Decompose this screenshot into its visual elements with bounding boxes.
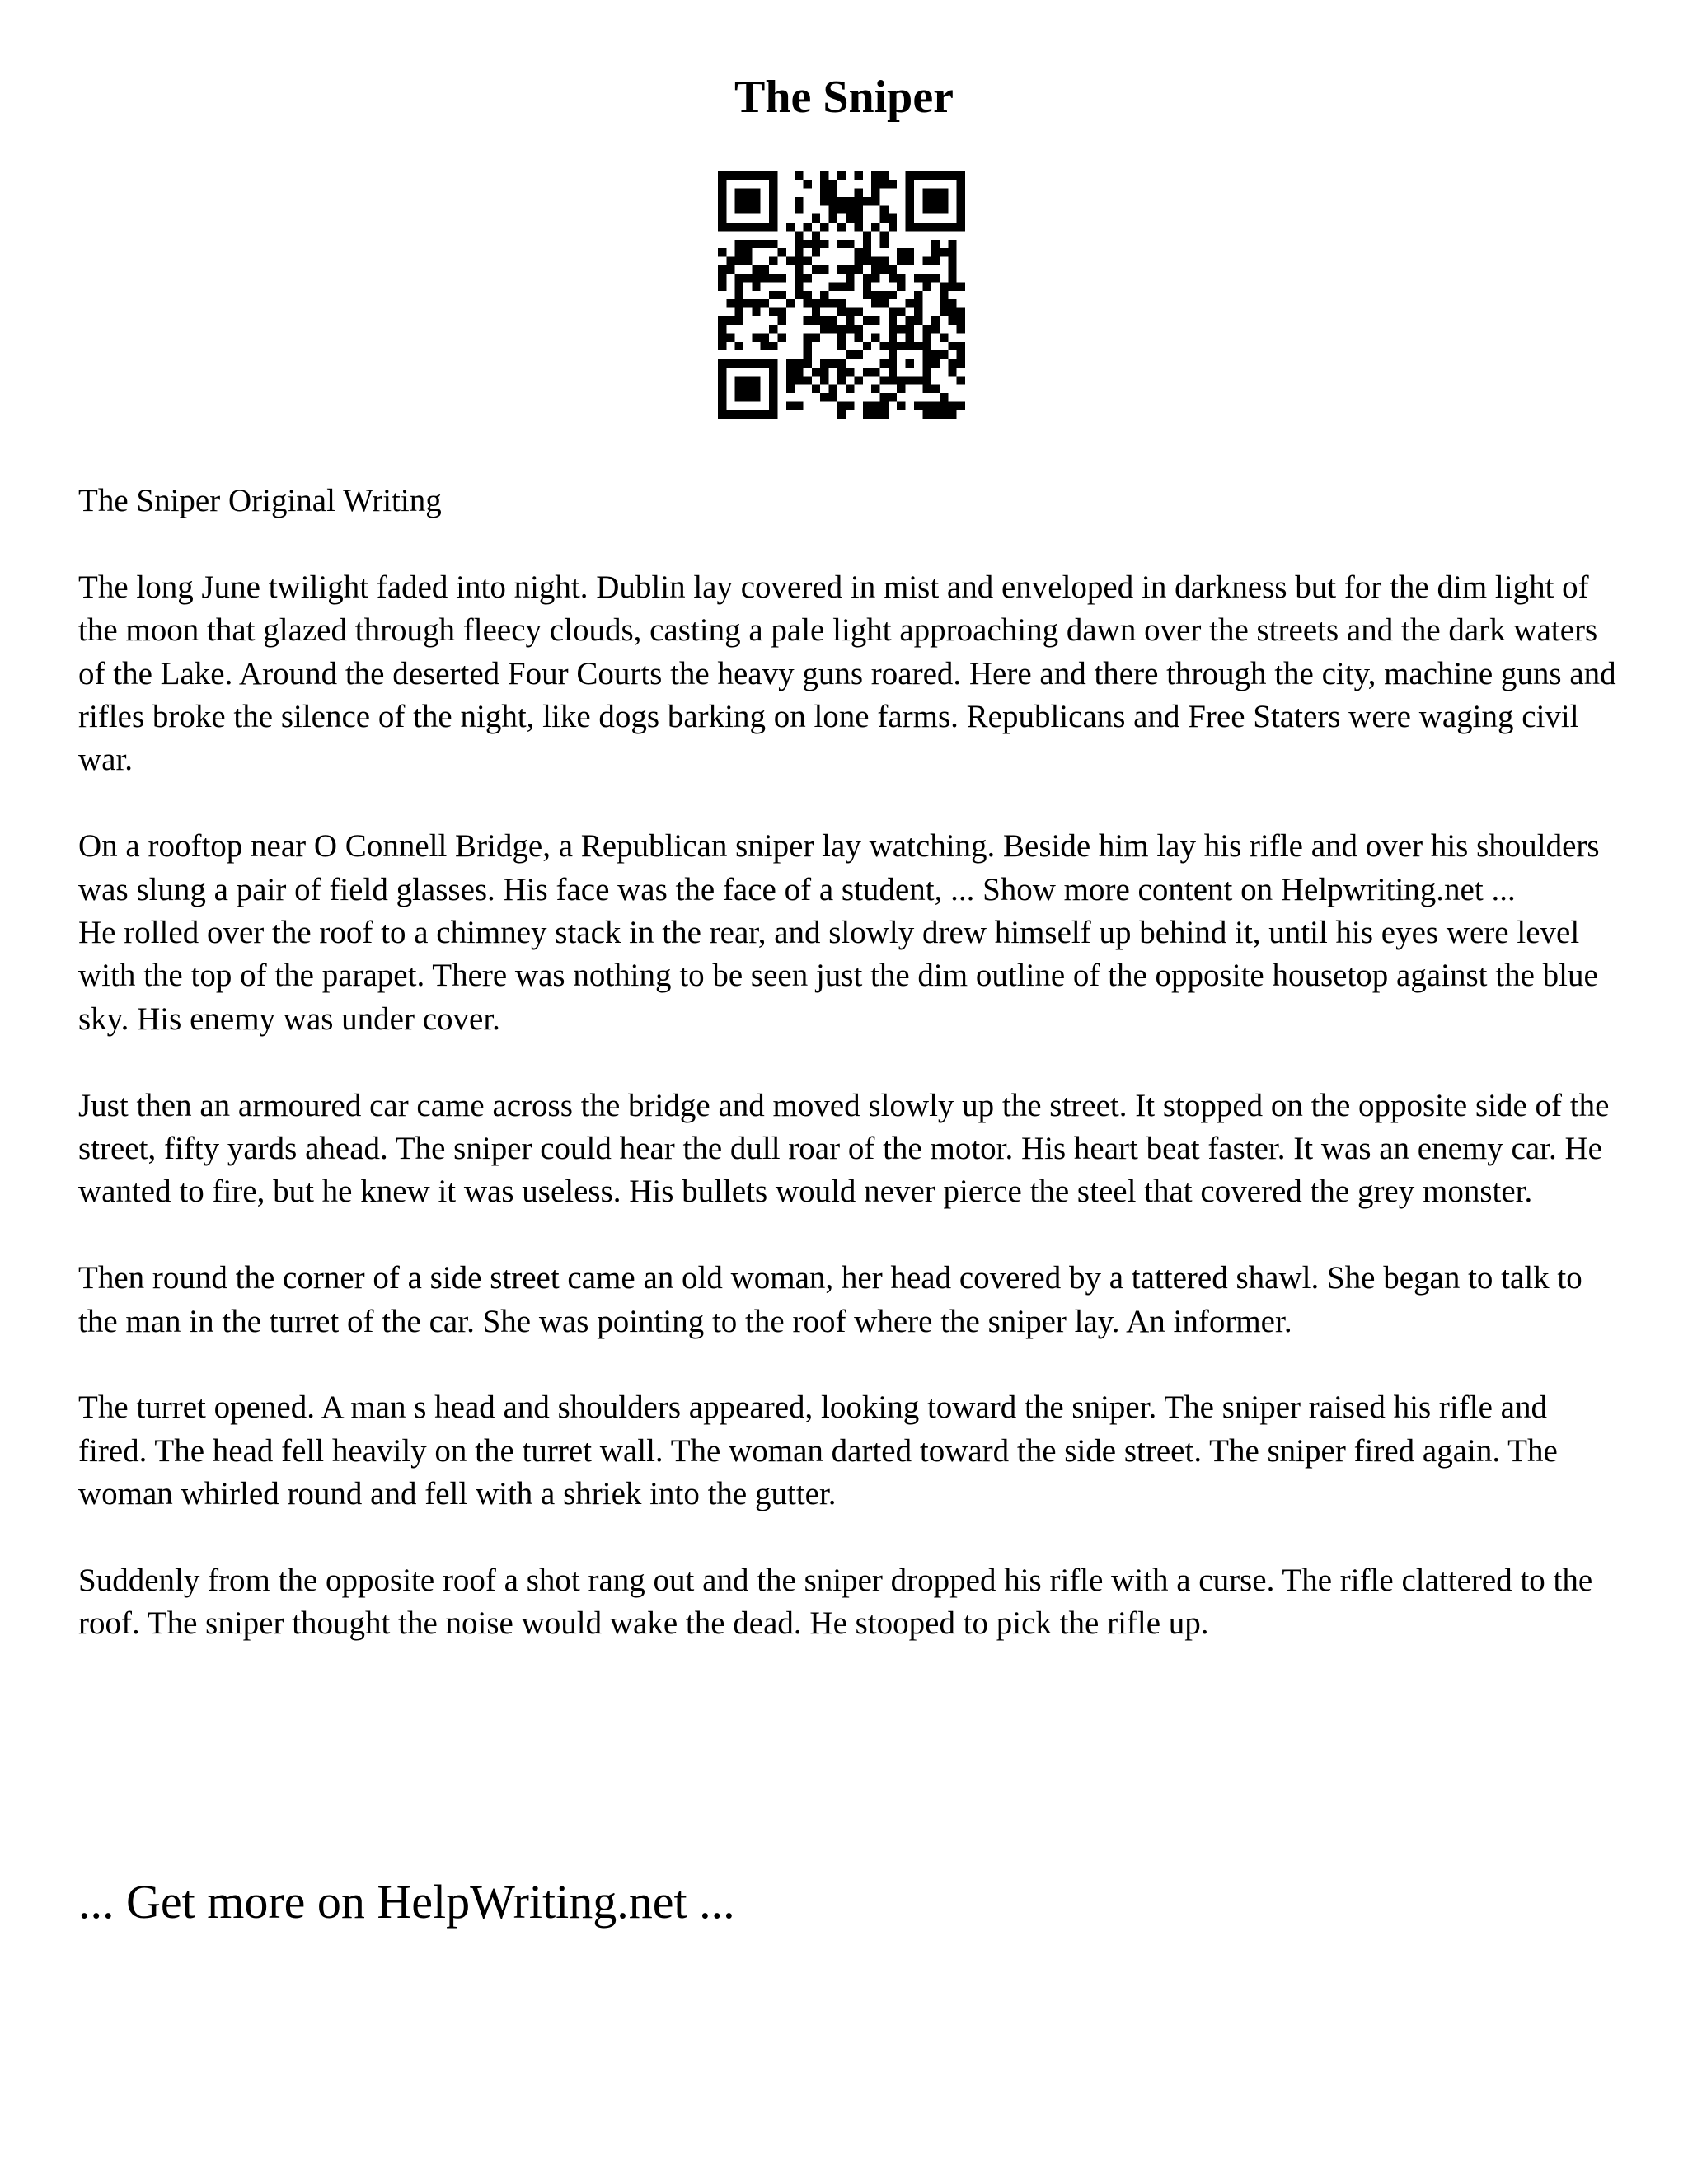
paragraph: The long June twilight faded into night. Dublin lay covered in mist and enveloped in darkness but for the dim light of the moon that glazed through fleecy clouds, casting a pale light approaching dawn over the streets and the dark waters of the Lake. Around the deserted Four Courts the heavy guns roared. Here and there through the city, machine guns and rifles broke the silence of the night, like dogs barking on lone farms. Republicans and Free Staters were waging civil war. — [78, 569, 1616, 778]
article-subtitle: The Sniper Original Writing — [78, 483, 442, 518]
qr-code[interactable] — [718, 171, 965, 419]
get-more-link[interactable]: ... Get more on HelpWriting.net ... — [78, 1875, 735, 1929]
paragraph: On a rooftop near O Connell Bridge, a Republican sniper lay watching. Beside him lay his rifle and over his shoulders was slung a pair of field glasses. His face was the face of a student, ... Show more content on Helpwriting.net ... — [78, 828, 1600, 907]
article-body — [78, 480, 1620, 1646]
paragraph: Suddenly from the opposite roof a shot rang out and the sniper dropped his rifle with a curse. The rifle clattered to the roof. The sniper thought the noise would wake the dead. He stooped to pick the rifle up. — [78, 1563, 1593, 1642]
paragraph-spacer — [78, 1516, 1620, 1559]
page-title: The Sniper — [734, 71, 954, 123]
paragraph: He rolled over the roof to a chimney stack in the rear, and slowly drew himself up behind it, until his eyes were level with the top of the parapet. There was nothing to be seen just the dim outline of the opposite housetop against the blue sky. His enemy was under cover. — [78, 915, 1598, 1037]
paragraph: Just then an armoured car came across the bridge and moved slowly up the street. It stopped on the opposite side of the street, fifty yards ahead. The sniper could hear the dull roar of the motor. His heart beat faster. It was an enemy car. He wanted to fire, but he knew it was useless. His bullets would never pierce the steel that covered the grey monster. — [78, 1087, 1610, 1210]
paragraph-spacer — [78, 1343, 1620, 1386]
paragraph-spacer — [78, 1041, 1620, 1084]
paragraph-spacer — [78, 782, 1620, 825]
paragraph-spacer — [78, 1214, 1620, 1257]
paragraph: The turret opened. A man s head and shoulders appeared, looking toward the sniper. The sniper raised his rifle and fired. The head fell heavily on the turret wall. The woman darted toward the side street. The sniper fired again. The woman whirled round and fell with a shriek into the gutter. — [78, 1390, 1558, 1512]
paragraph-spacer — [78, 523, 1620, 565]
paragraph: Then round the corner of a side street came an old woman, her head covered by a tattered shawl. She began to talk to the man in the turret of the car. She was pointing to the roof where the sniper lay. An informer. — [78, 1260, 1582, 1339]
qr-code-image — [718, 171, 965, 419]
